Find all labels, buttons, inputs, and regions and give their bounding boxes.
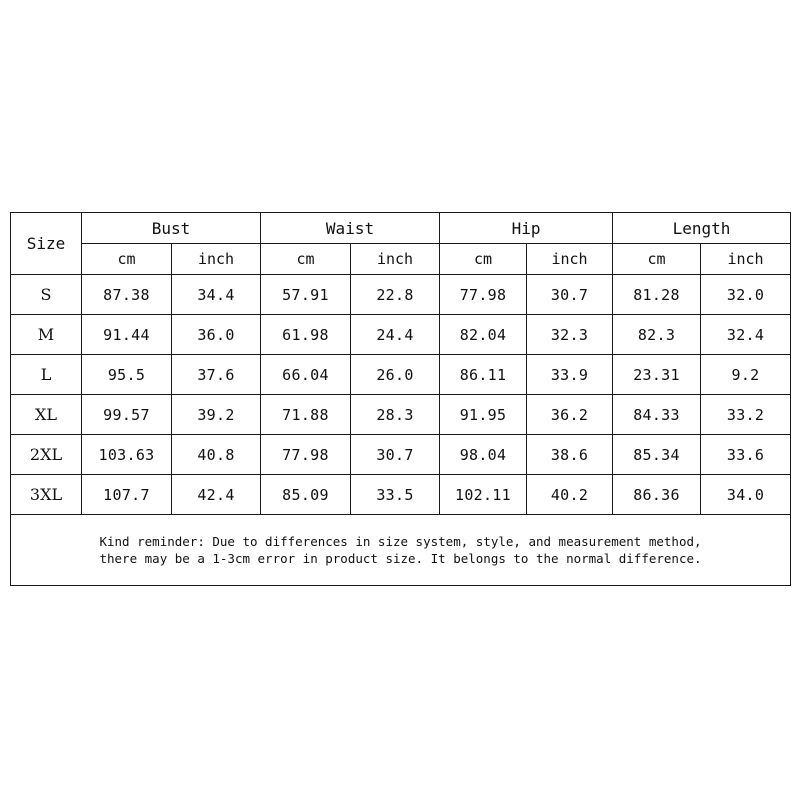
measurement-cell: 40.8 bbox=[172, 435, 261, 475]
measurement-cell: 32.3 bbox=[527, 315, 613, 355]
measurement-cell: 87.38 bbox=[82, 275, 172, 315]
measurement-cell: 26.0 bbox=[351, 355, 440, 395]
unit-header-row bbox=[11, 244, 791, 275]
measurement-cell: 81.28 bbox=[613, 275, 701, 315]
measurement-cell: 30.7 bbox=[527, 275, 613, 315]
measurement-cell: 33.6 bbox=[701, 435, 791, 475]
bust-header: Bust bbox=[82, 213, 261, 244]
measurement-cell: 32.4 bbox=[701, 315, 791, 355]
table-row bbox=[11, 355, 791, 395]
measurement-cell: 22.8 bbox=[351, 275, 440, 315]
measurement-cell: 77.98 bbox=[261, 435, 351, 475]
table-row bbox=[11, 315, 791, 355]
table-row bbox=[11, 395, 791, 435]
measurement-cell: 37.6 bbox=[172, 355, 261, 395]
measurement-cell: 82.3 bbox=[613, 315, 701, 355]
measurement-cell: 9.2 bbox=[701, 355, 791, 395]
measurement-cell: 40.2 bbox=[527, 475, 613, 515]
measurement-cell: 30.7 bbox=[351, 435, 440, 475]
measurement-cell: 32.0 bbox=[701, 275, 791, 315]
measurement-cell: 34.4 bbox=[172, 275, 261, 315]
measurement-cell: 33.2 bbox=[701, 395, 791, 435]
unit-header: inch bbox=[351, 244, 440, 275]
table-row bbox=[11, 275, 791, 315]
note-row bbox=[11, 515, 791, 586]
measurement-cell: 98.04 bbox=[440, 435, 527, 475]
measurement-cell: 23.31 bbox=[613, 355, 701, 395]
measurement-cell: 33.5 bbox=[351, 475, 440, 515]
measurement-cell: 77.98 bbox=[440, 275, 527, 315]
measurement-cell: 85.34 bbox=[613, 435, 701, 475]
unit-header: cm bbox=[261, 244, 351, 275]
measurement-cell: 85.09 bbox=[261, 475, 351, 515]
size-label: 3XL bbox=[11, 475, 82, 515]
measurement-cell: 71.88 bbox=[261, 395, 351, 435]
measurement-cell: 42.4 bbox=[172, 475, 261, 515]
measurement-cell: 86.11 bbox=[440, 355, 527, 395]
unit-header: cm bbox=[440, 244, 527, 275]
measurement-cell: 107.7 bbox=[82, 475, 172, 515]
measurement-cell: 39.2 bbox=[172, 395, 261, 435]
measurement-cell: 91.44 bbox=[82, 315, 172, 355]
measurement-cell: 33.9 bbox=[527, 355, 613, 395]
size-label: M bbox=[11, 315, 82, 355]
measurement-cell: 34.0 bbox=[701, 475, 791, 515]
measurement-cell: 36.0 bbox=[172, 315, 261, 355]
measurement-cell: 102.11 bbox=[440, 475, 527, 515]
measurement-cell: 66.04 bbox=[261, 355, 351, 395]
unit-header: inch bbox=[527, 244, 613, 275]
measurement-cell: 84.33 bbox=[613, 395, 701, 435]
table-row bbox=[11, 475, 791, 515]
measurement-cell: 38.6 bbox=[527, 435, 613, 475]
measurement-cell: 57.91 bbox=[261, 275, 351, 315]
measurement-cell: 99.57 bbox=[82, 395, 172, 435]
unit-header: inch bbox=[701, 244, 791, 275]
unit-header: inch bbox=[172, 244, 261, 275]
note-line: Kind reminder: Due to differences in size system, style, and measurement method, bbox=[99, 534, 702, 549]
measurement-cell: 95.5 bbox=[82, 355, 172, 395]
size-label: XL bbox=[11, 395, 82, 435]
kind-reminder-note bbox=[11, 515, 791, 586]
measurement-cell: 103.63 bbox=[82, 435, 172, 475]
unit-header: cm bbox=[82, 244, 172, 275]
size-label: L bbox=[11, 355, 82, 395]
measurement-cell: 28.3 bbox=[351, 395, 440, 435]
length-header: Length bbox=[613, 213, 791, 244]
size-column-header: Size bbox=[11, 213, 82, 275]
measurement-cell: 86.36 bbox=[613, 475, 701, 515]
measurement-cell: 61.98 bbox=[261, 315, 351, 355]
size-label: 2XL bbox=[11, 435, 82, 475]
size-table bbox=[10, 212, 791, 586]
hip-header: Hip bbox=[440, 213, 613, 244]
measurement-cell: 82.04 bbox=[440, 315, 527, 355]
waist-header: Waist bbox=[261, 213, 440, 244]
size-rows bbox=[11, 275, 791, 515]
table-row bbox=[11, 435, 791, 475]
size-label: S bbox=[11, 275, 82, 315]
group-header-row bbox=[11, 213, 791, 244]
measurement-cell: 91.95 bbox=[440, 395, 527, 435]
unit-header: cm bbox=[613, 244, 701, 275]
size-chart bbox=[10, 212, 790, 586]
measurement-cell: 36.2 bbox=[527, 395, 613, 435]
measurement-cell: 24.4 bbox=[351, 315, 440, 355]
note-line: there may be a 1-3cm error in product size. It belongs to the normal difference. bbox=[99, 551, 702, 566]
